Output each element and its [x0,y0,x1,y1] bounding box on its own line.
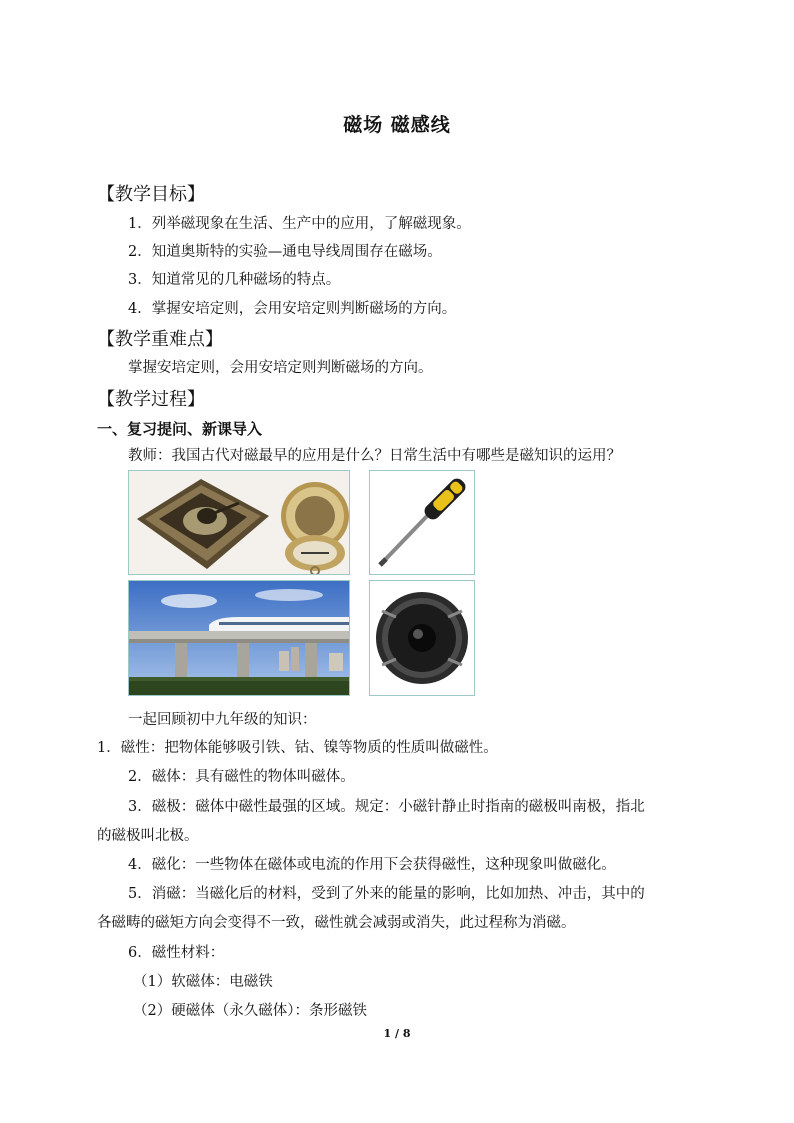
key-heading: 【教学重难点】 [97,329,223,350]
review-intro: 一起回顾初中九年级的知识： [128,712,317,728]
item-6-2: （2）硬磁体（永久磁体）：条形磁铁 [133,1003,367,1019]
screwdriver-image [369,470,475,575]
item-5-line-1: 5．消磁：当磁化后的材料，受到了外来的能量的影响，比如加热、冲击，其中的 [128,886,645,902]
loudspeaker-icon [370,581,474,695]
page-number: 1 / 8 [383,1027,411,1040]
item-6-1: （1）软磁体：电磁铁 [133,974,273,990]
goal-4: 4．掌握安培定则，会用安培定则判断磁场的方向。 [128,301,457,317]
teacher-question: 教师：我国古代对磁最早的应用是什么？日常生活中有哪些是磁知识的运用？ [128,448,621,464]
compass-image [128,470,350,575]
item-5-line-2: 各磁畴的磁矩方向会变得不一致，磁性就会减弱或消失，此过程称为消磁。 [97,915,576,931]
item-2: 2．磁体：具有磁性的物体叫磁体。 [128,769,355,785]
process-heading: 【教学过程】 [97,389,205,410]
item-6: 6．磁性材料： [128,945,225,961]
item-4: 4．磁化：一些物体在磁体或电流的作用下会获得磁性，这种现象叫做磁化。 [128,857,616,873]
key-text: 掌握安培定则，会用安培定则判断磁场的方向。 [128,360,433,376]
goal-1: 1．列举磁现象在生活、生产中的应用，了解磁现象。 [128,216,471,232]
goals-heading: 【教学目标】 [97,184,205,205]
goal-3: 3．知道常见的几种磁场的特点。 [128,272,341,288]
sinan-compass-icon [129,471,350,575]
item-3-line-1: 3．磁极：磁体中磁性最强的区域。规定：小磁针静止时指南的磁极叫南极，指北 [128,799,645,815]
section-review-heading: 一、复习提问、新课导入 [97,420,263,438]
item-1: 1．磁性：把物体能够吸引铁、钴、镍等物质的性质叫做磁性。 [97,740,498,756]
goal-2: 2．知道奥斯特的实验—通电导线周围存在磁场。 [128,244,442,260]
maglev-train-image [128,580,350,696]
loudspeaker-image [369,580,475,696]
item-3-line-2: 的磁极叫北极。 [97,828,199,844]
maglev-train-icon [129,581,350,696]
page-title: 磁场 磁感线 [343,114,451,136]
screwdriver-icon [370,471,474,574]
